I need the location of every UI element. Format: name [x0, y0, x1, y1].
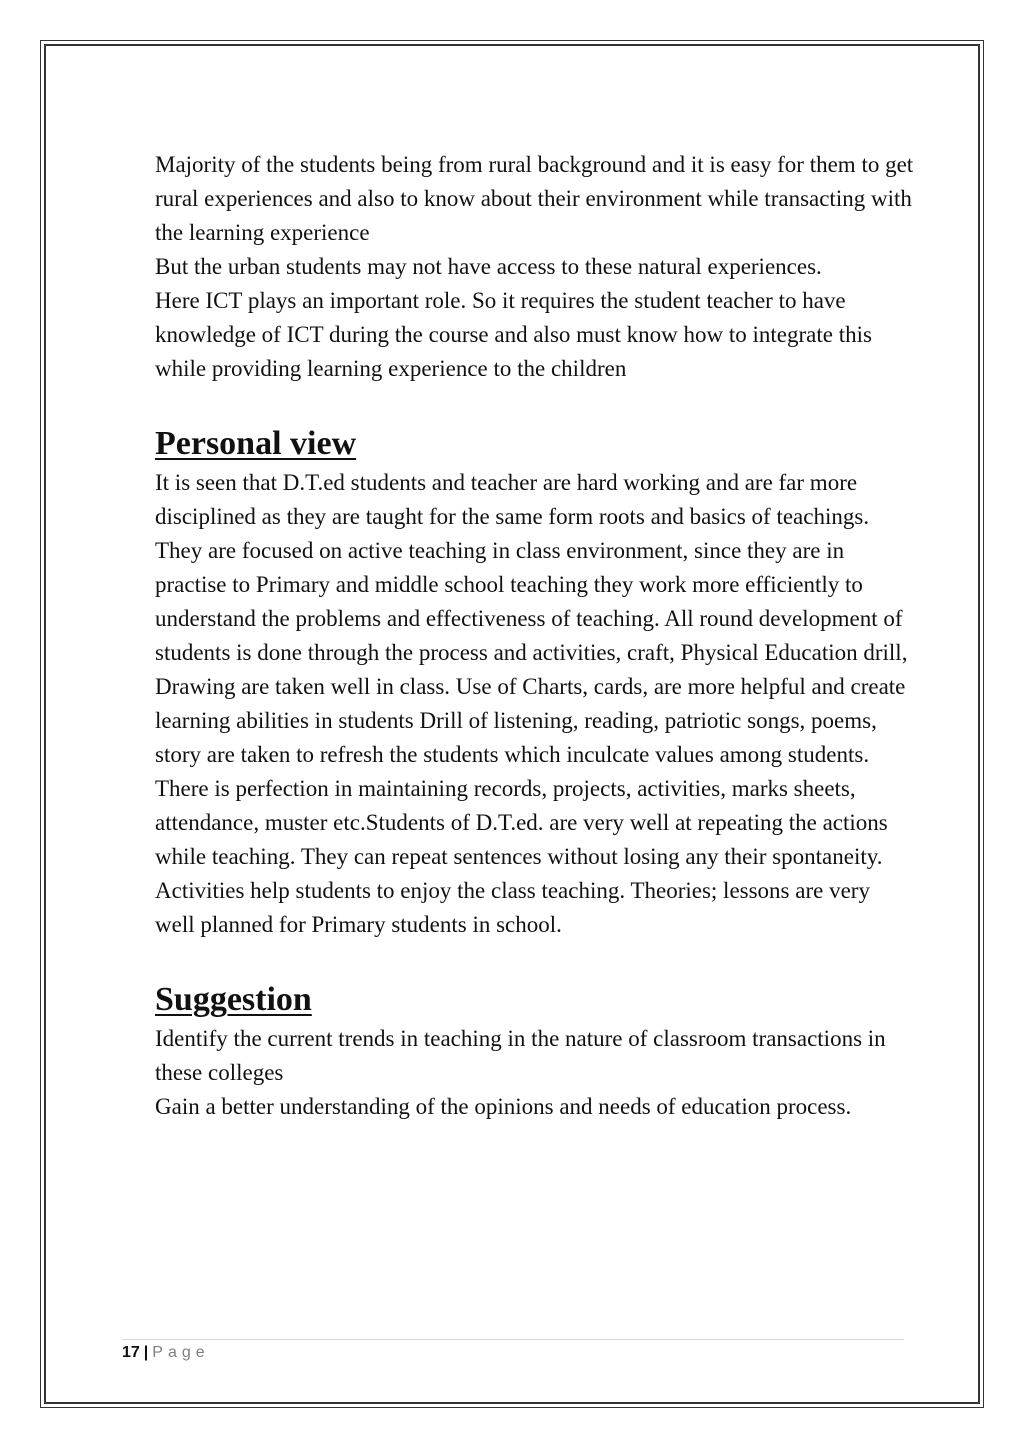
suggestion-paragraph-1: Identify the current trends in teaching in the nature of classroom transactions in these colleges: [155, 1026, 886, 1085]
page-footer: [122, 1343, 210, 1363]
suggestion-paragraph-2: Gain a better understanding of the opinions and needs of education process.: [155, 1094, 852, 1119]
intro-paragraph-1: Majority of the students being from rural background and it is easy for them to get rural experiences and also to know about their environment while transacting with the learning experience: [155, 152, 914, 245]
intro-paragraph-2: But the urban students may not have access to these natural experiences.: [155, 254, 822, 279]
footer-separator: |: [143, 1344, 149, 1361]
footer-divider: [122, 1339, 904, 1340]
personal-view-paragraph: It is seen that D.T.ed students and teacher are hard working and are far more disciplined as they are taught for the same form roots and basics of teachings. They are focused on active teaching in class environment, since they are in practise to Primary and middle school teaching they work more efficiently to understand the problems and effectiveness of teaching. All round development of students is done through the process and activities, craft, Physical Education drill, Drawing are taken well in class. Use of Charts, cards, are more helpful and create learning abilities in students Drill of listening, reading, patriotic songs, poems, story are taken to refresh the students which inculcate values among students. There is perfection in maintaining records, projects, activities, marks sheets, attendance, muster etc.Students of D.T.ed. are very well at repeating the actions while teaching. They can repeat sentences without losing any their spontaneity. Activities help students to enjoy the class teaching. Theories; lessons are very well planned for Primary students in school.: [155, 470, 908, 937]
document-body: [155, 148, 915, 1124]
intro-paragraph-3: Here ICT plays an important role. So it requires the student teacher to have knowledge of ICT during the course and also must know how to integrate this while providing learning experience to the children: [155, 288, 872, 381]
personal-view-heading: Personal view: [155, 425, 357, 462]
page-word: Page: [152, 1344, 210, 1361]
suggestion-heading: Suggestion: [155, 981, 312, 1018]
page-number: 17: [122, 1344, 140, 1361]
